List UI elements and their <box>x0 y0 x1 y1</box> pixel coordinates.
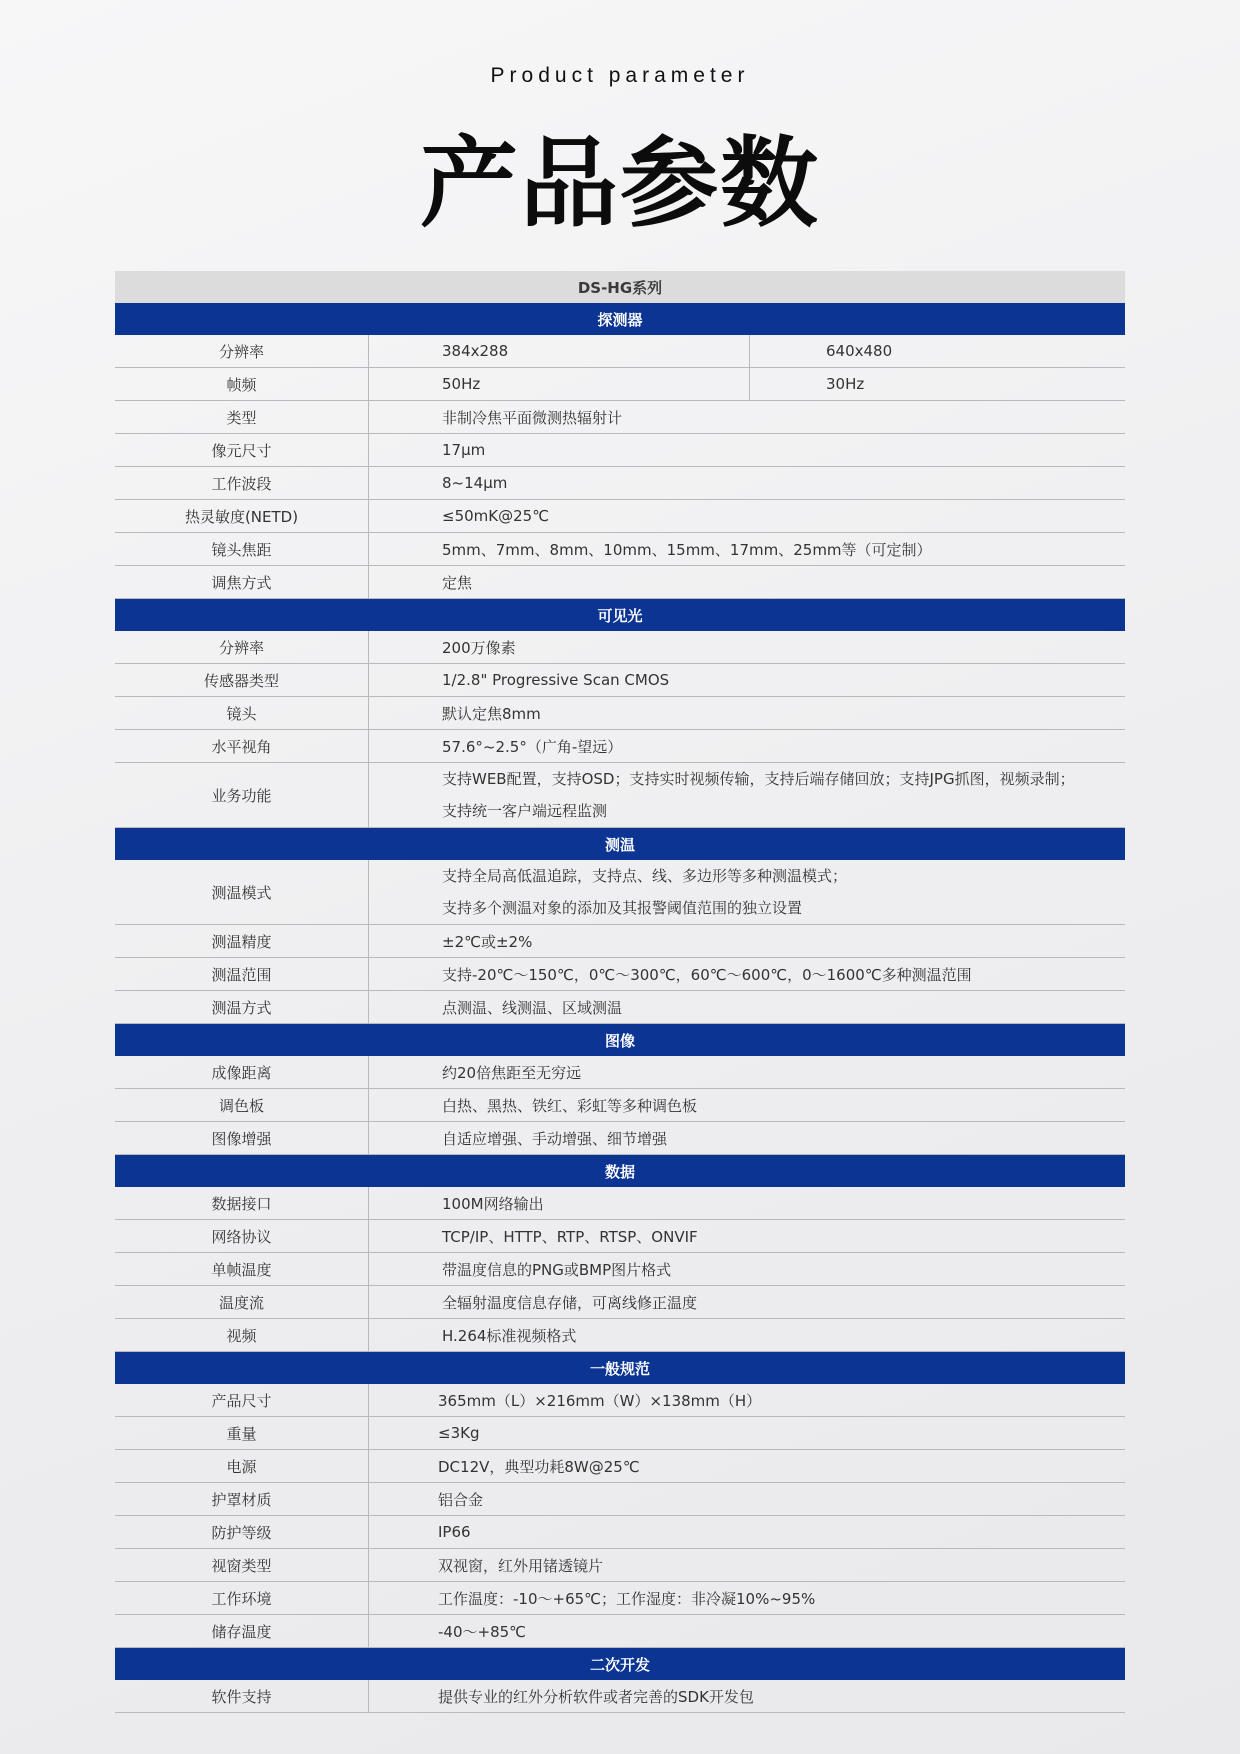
section-development: 二次开发 <box>115 1648 1125 1680</box>
table-row <box>115 958 1125 991</box>
table-row <box>115 1417 1125 1450</box>
table-row <box>115 533 1125 566</box>
table-row <box>115 1483 1125 1516</box>
row-value-line: 支持全局高低温追踪，支持点、线、多边形等多种测温模式； <box>442 867 848 885</box>
row-label: 护罩材质 <box>115 1483 369 1515</box>
section-data: 数据 <box>115 1155 1125 1187</box>
row-value: 100M网络输出 <box>442 1194 544 1213</box>
row-value <box>369 763 1125 827</box>
row-value-line: 支持WEB配置，支持OSD；支持实时视频传输，支持后端存储回放；支持JPG抓图，视频录制； <box>442 770 1075 788</box>
row-label: 调焦方式 <box>115 566 369 598</box>
row-label: 测温模式 <box>115 860 369 924</box>
row-label: 类型 <box>115 401 369 433</box>
table-row <box>115 860 1125 925</box>
row-label: 业务功能 <box>115 763 369 827</box>
table-row <box>115 1549 1125 1582</box>
row-value-line: 支持多个测温对象的添加及其报警阈值范围的独立设置 <box>442 899 803 917</box>
row-value: ≤50mK@25℃ <box>442 507 550 525</box>
row-value: 57.6°~2.5°（广角-望远） <box>442 737 623 756</box>
table-row <box>115 1286 1125 1319</box>
row-value: 约20倍焦距至无穷远 <box>442 1063 582 1082</box>
table-row <box>115 434 1125 467</box>
table-row <box>115 664 1125 697</box>
table-row <box>115 335 1125 368</box>
row-value: 5mm、7mm、8mm、10mm、15mm、17mm、25mm等（可定制） <box>442 540 932 559</box>
table-row <box>115 1253 1125 1286</box>
row-value: 640x480 <box>826 342 893 360</box>
row-value: 384x288 <box>369 335 750 367</box>
row-value: IP66 <box>438 1523 471 1541</box>
spec-table <box>115 271 1125 1713</box>
table-row <box>115 730 1125 763</box>
table-row <box>115 1319 1125 1352</box>
row-value: 1/2.8" Progressive Scan CMOS <box>442 671 670 689</box>
row-label: 测温精度 <box>115 925 369 957</box>
table-row <box>115 500 1125 533</box>
row-value: -40～+85℃ <box>438 1622 527 1641</box>
section-image: 图像 <box>115 1024 1125 1056</box>
row-label: 工作环境 <box>115 1582 369 1614</box>
row-label: 测温方式 <box>115 991 369 1023</box>
table-row <box>115 467 1125 500</box>
table-row <box>115 1582 1125 1615</box>
row-label: 网络协议 <box>115 1220 369 1252</box>
row-label: 传感器类型 <box>115 664 369 696</box>
section-temperature: 测温 <box>115 828 1125 860</box>
row-label: 分辨率 <box>115 631 369 663</box>
table-row <box>115 1516 1125 1549</box>
row-label: 电源 <box>115 1450 369 1482</box>
row-label: 帧频 <box>115 368 369 400</box>
table-row <box>115 991 1125 1024</box>
row-value: 工作温度：-10～+65℃；工作湿度：非冷凝10%~95% <box>438 1589 816 1608</box>
table-row <box>115 401 1125 434</box>
row-label: 成像距离 <box>115 1056 369 1088</box>
table-row <box>115 1384 1125 1417</box>
row-label: 数据接口 <box>115 1187 369 1219</box>
section-visible: 可见光 <box>115 599 1125 631</box>
table-row <box>115 763 1125 828</box>
table-row <box>115 566 1125 599</box>
table-row <box>115 1680 1125 1713</box>
row-value: 双视窗，红外用锗透镜片 <box>438 1556 604 1575</box>
table-row <box>115 1450 1125 1483</box>
row-value: 非制冷焦平面微测热辐射计 <box>442 408 623 427</box>
table-row <box>115 1615 1125 1648</box>
table-row <box>115 925 1125 958</box>
row-label: 储存温度 <box>115 1615 369 1647</box>
row-value: DC12V，典型功耗8W@25℃ <box>438 1457 640 1476</box>
row-label: 工作波段 <box>115 467 369 499</box>
row-value: 支持-20℃～150℃，0℃～300℃，60℃～600℃，0～1600℃多种测温范围 <box>442 965 972 984</box>
row-value: 提供专业的红外分析软件或者完善的SDK开发包 <box>438 1687 754 1706</box>
row-value: ±2℃或±2% <box>442 932 533 951</box>
row-value: 30Hz <box>826 375 865 393</box>
row-value-line: 支持统一客户端远程监测 <box>442 802 608 820</box>
row-value: 17μm <box>442 441 486 459</box>
row-label: 软件支持 <box>115 1680 369 1712</box>
row-value: 默认定焦8mm <box>442 704 541 723</box>
row-value: 定焦 <box>442 573 473 592</box>
row-value: TCP/IP、HTTP、RTP、RTSP、ONVIF <box>442 1227 698 1246</box>
table-row <box>115 1089 1125 1122</box>
section-detector: 探测器 <box>115 303 1125 335</box>
row-value: ≤3Kg <box>438 1424 480 1442</box>
row-value: 自适应增强、手动增强、细节增强 <box>442 1129 668 1148</box>
section-general: 一般规范 <box>115 1352 1125 1384</box>
row-label: 水平视角 <box>115 730 369 762</box>
page-subtitle: Product parameter <box>490 64 750 87</box>
row-label: 产品尺寸 <box>115 1384 369 1416</box>
row-label: 镜头 <box>115 697 369 729</box>
row-value: 全辐射温度信息存储，可离线修正温度 <box>442 1293 698 1312</box>
row-value: 点测温、线测温、区域测温 <box>442 998 623 1017</box>
row-value: 白热、黑热、铁红、彩虹等多种调色板 <box>442 1096 698 1115</box>
row-label: 视窗类型 <box>115 1549 369 1581</box>
row-label: 重量 <box>115 1417 369 1449</box>
row-value: 365mm（L）×216mm（W）×138mm（H） <box>438 1391 762 1410</box>
row-value: 带温度信息的PNG或BMP图片格式 <box>442 1260 672 1279</box>
row-value: 50Hz <box>369 368 750 400</box>
table-row <box>115 1122 1125 1155</box>
row-label: 调色板 <box>115 1089 369 1121</box>
table-row <box>115 1187 1125 1220</box>
row-value <box>369 860 1125 924</box>
row-value: 200万像素 <box>442 638 516 657</box>
row-label: 测温范围 <box>115 958 369 990</box>
row-label: 视频 <box>115 1319 369 1351</box>
row-label: 镜头焦距 <box>115 533 369 565</box>
row-label: 图像增强 <box>115 1122 369 1154</box>
table-row <box>115 1220 1125 1253</box>
table-row <box>115 631 1125 664</box>
row-value: H.264标准视频格式 <box>442 1326 577 1345</box>
row-value: 8~14μm <box>442 474 508 492</box>
row-label: 像元尺寸 <box>115 434 369 466</box>
row-label: 温度流 <box>115 1286 369 1318</box>
series-header: DS-HG系列 <box>115 271 1125 303</box>
row-label: 防护等级 <box>115 1516 369 1548</box>
table-row <box>115 1056 1125 1089</box>
table-row <box>115 368 1125 401</box>
page-title: 产品参数 <box>419 127 820 241</box>
table-row <box>115 697 1125 730</box>
row-label: 分辨率 <box>115 335 369 367</box>
row-label: 单帧温度 <box>115 1253 369 1285</box>
row-value: 铝合金 <box>438 1490 484 1509</box>
row-label: 热灵敏度(NETD) <box>115 500 369 532</box>
